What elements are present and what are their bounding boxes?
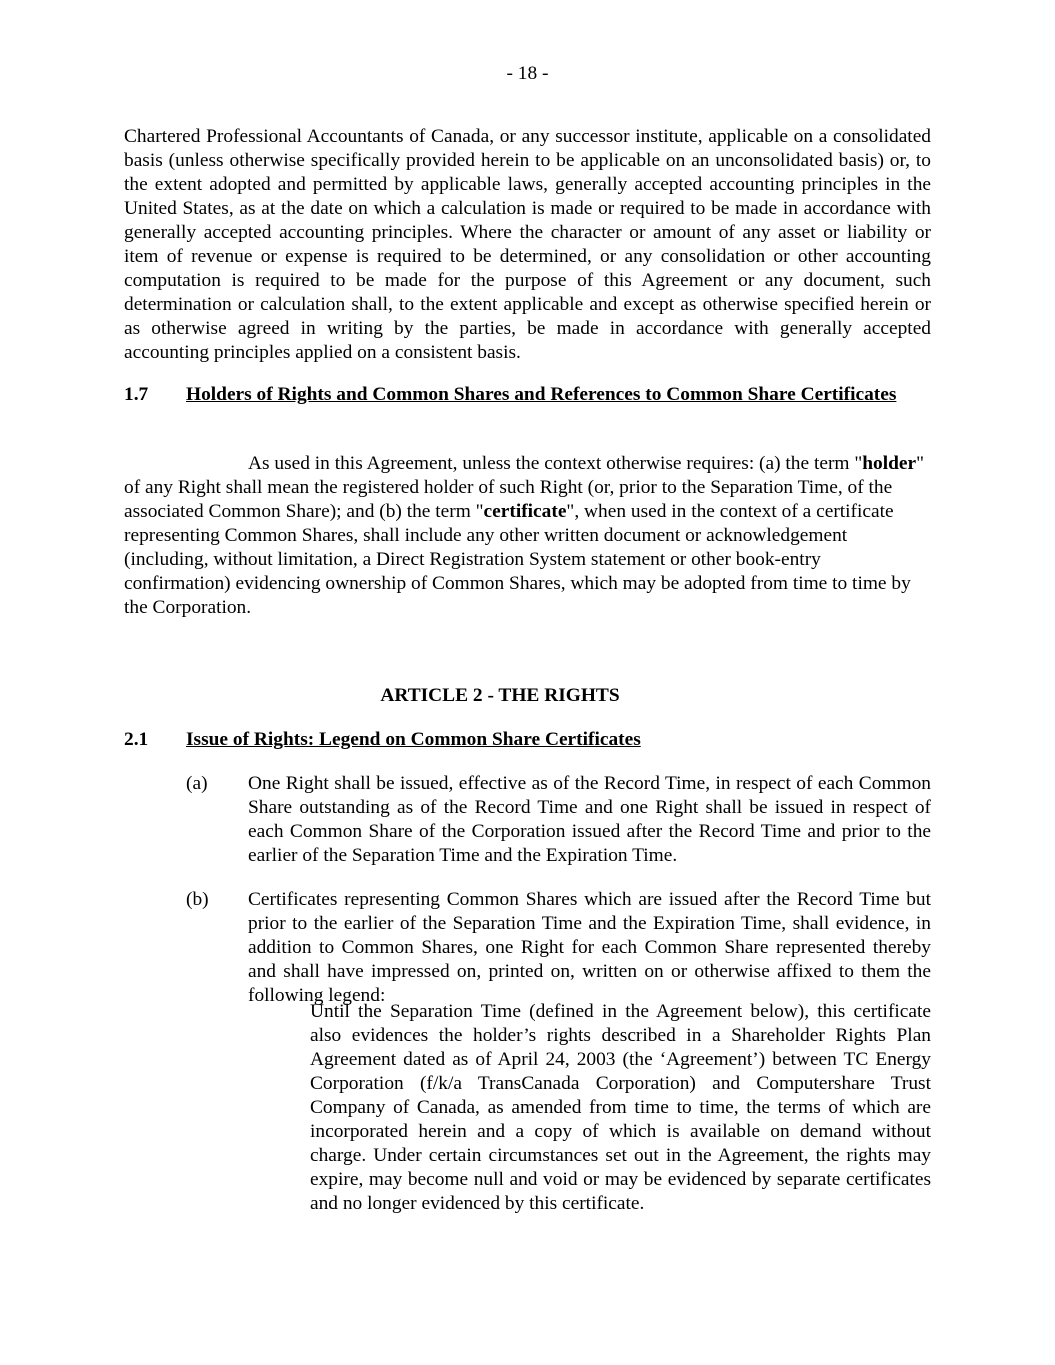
paragraph-holders-definition	[124, 452, 931, 620]
item-a-text: One Right shall be issued, effective as of the Record Time, in respect of each Common Share outstanding as of the Record Time and one Right shall be issued in respect of each Common Share of the Corporation issued after the Record Time and prior to the earlier of the Separation Time and the Expiration Time.	[248, 773, 931, 866]
paragraph-accounting-principles: Chartered Professional Accountants of Canada, or any successor institute, applicable on a consolidated basis (unless otherwise specifically provided herein to be applicable on an unconsolidated basis) or, to the extent adopted and permitted by applicable laws, generally accepted accounting principles in the United States, as at the date on which a calculation is made or required to be made in accordance with generally accepted accounting principles. Where the character or amount of any asset or liability or item of revenue or expense is required to be determined, or any consolidation or other accounting computation is required to be made for the purpose of this Agreement or any document, such determination or calculation shall, to the extent applicable and except as otherwise specified herein or as otherwise agreed in writing by the parties, be made in accordance with generally accepted accounting principles applied on a consistent basis.	[124, 126, 931, 363]
holders-text-part-1: As used in this Agreement, unless the context otherwise requires: (a) the term "	[248, 453, 863, 474]
item-b-label: (b)	[186, 889, 209, 910]
page-number: - 18 -	[506, 63, 549, 84]
section-number-2-1: 2.1	[124, 729, 149, 750]
article-2-heading: ARTICLE 2 - THE RIGHTS	[380, 685, 620, 706]
certificate-legend-quote: Until the Separation Time (defined in the Agreement below), this certificate also evidences the holder’s rights described in a Shareholder Rights Plan Agreement dated as of April 24, 2003 (the ‘Agreement’) between TC Energy Corporation (f/k/a TransCanada Corporation) and Computershare Trust Company of Canada, as amended from time to time, the terms of which are incorporated herein and a copy of which is available on demand without charge. Under certain circumstances set out in the Agreement, the rights may expire, may become null and void or may be evidenced by separate certificates and no longer evidenced by this certificate.	[310, 1001, 931, 1214]
section-title-1-7: Holders of Rights and Common Shares and References to Common Share Certificates	[186, 384, 897, 405]
holders-text-part-3: ", when used in the context of a certificate representing Common Shares, shall include any other written document or acknowledgement (including, without limitation, a Direct Registration System statement or other book-entry confirmation) evidencing ownership of Common Shares, which may be adopted from time to time by the Corporation.	[124, 501, 911, 618]
section-number-1-7: 1.7	[124, 384, 149, 405]
item-a-label: (a)	[186, 773, 208, 794]
term-holder: holder	[862, 453, 917, 474]
item-b-text: Certificates representing Common Shares which are issued after the Record Time but prior to the earlier of the Separation Time and the Expiration Time, shall evidence, in addition to Common Shares, one Right for each Common Share represented thereby and shall have impressed on, printed on, written on or otherwise affixed to them the following legend:	[248, 889, 931, 1006]
term-certificate: certificate	[483, 501, 567, 522]
holders-text-part-2: " of any Right shall mean the registered holder of such Right (or, prior to the Separation Time, of the associated Common Share); and (b) the term "	[124, 453, 925, 522]
section-title-2-1: Issue of Rights: Legend on Common Share Certificates	[186, 729, 641, 750]
